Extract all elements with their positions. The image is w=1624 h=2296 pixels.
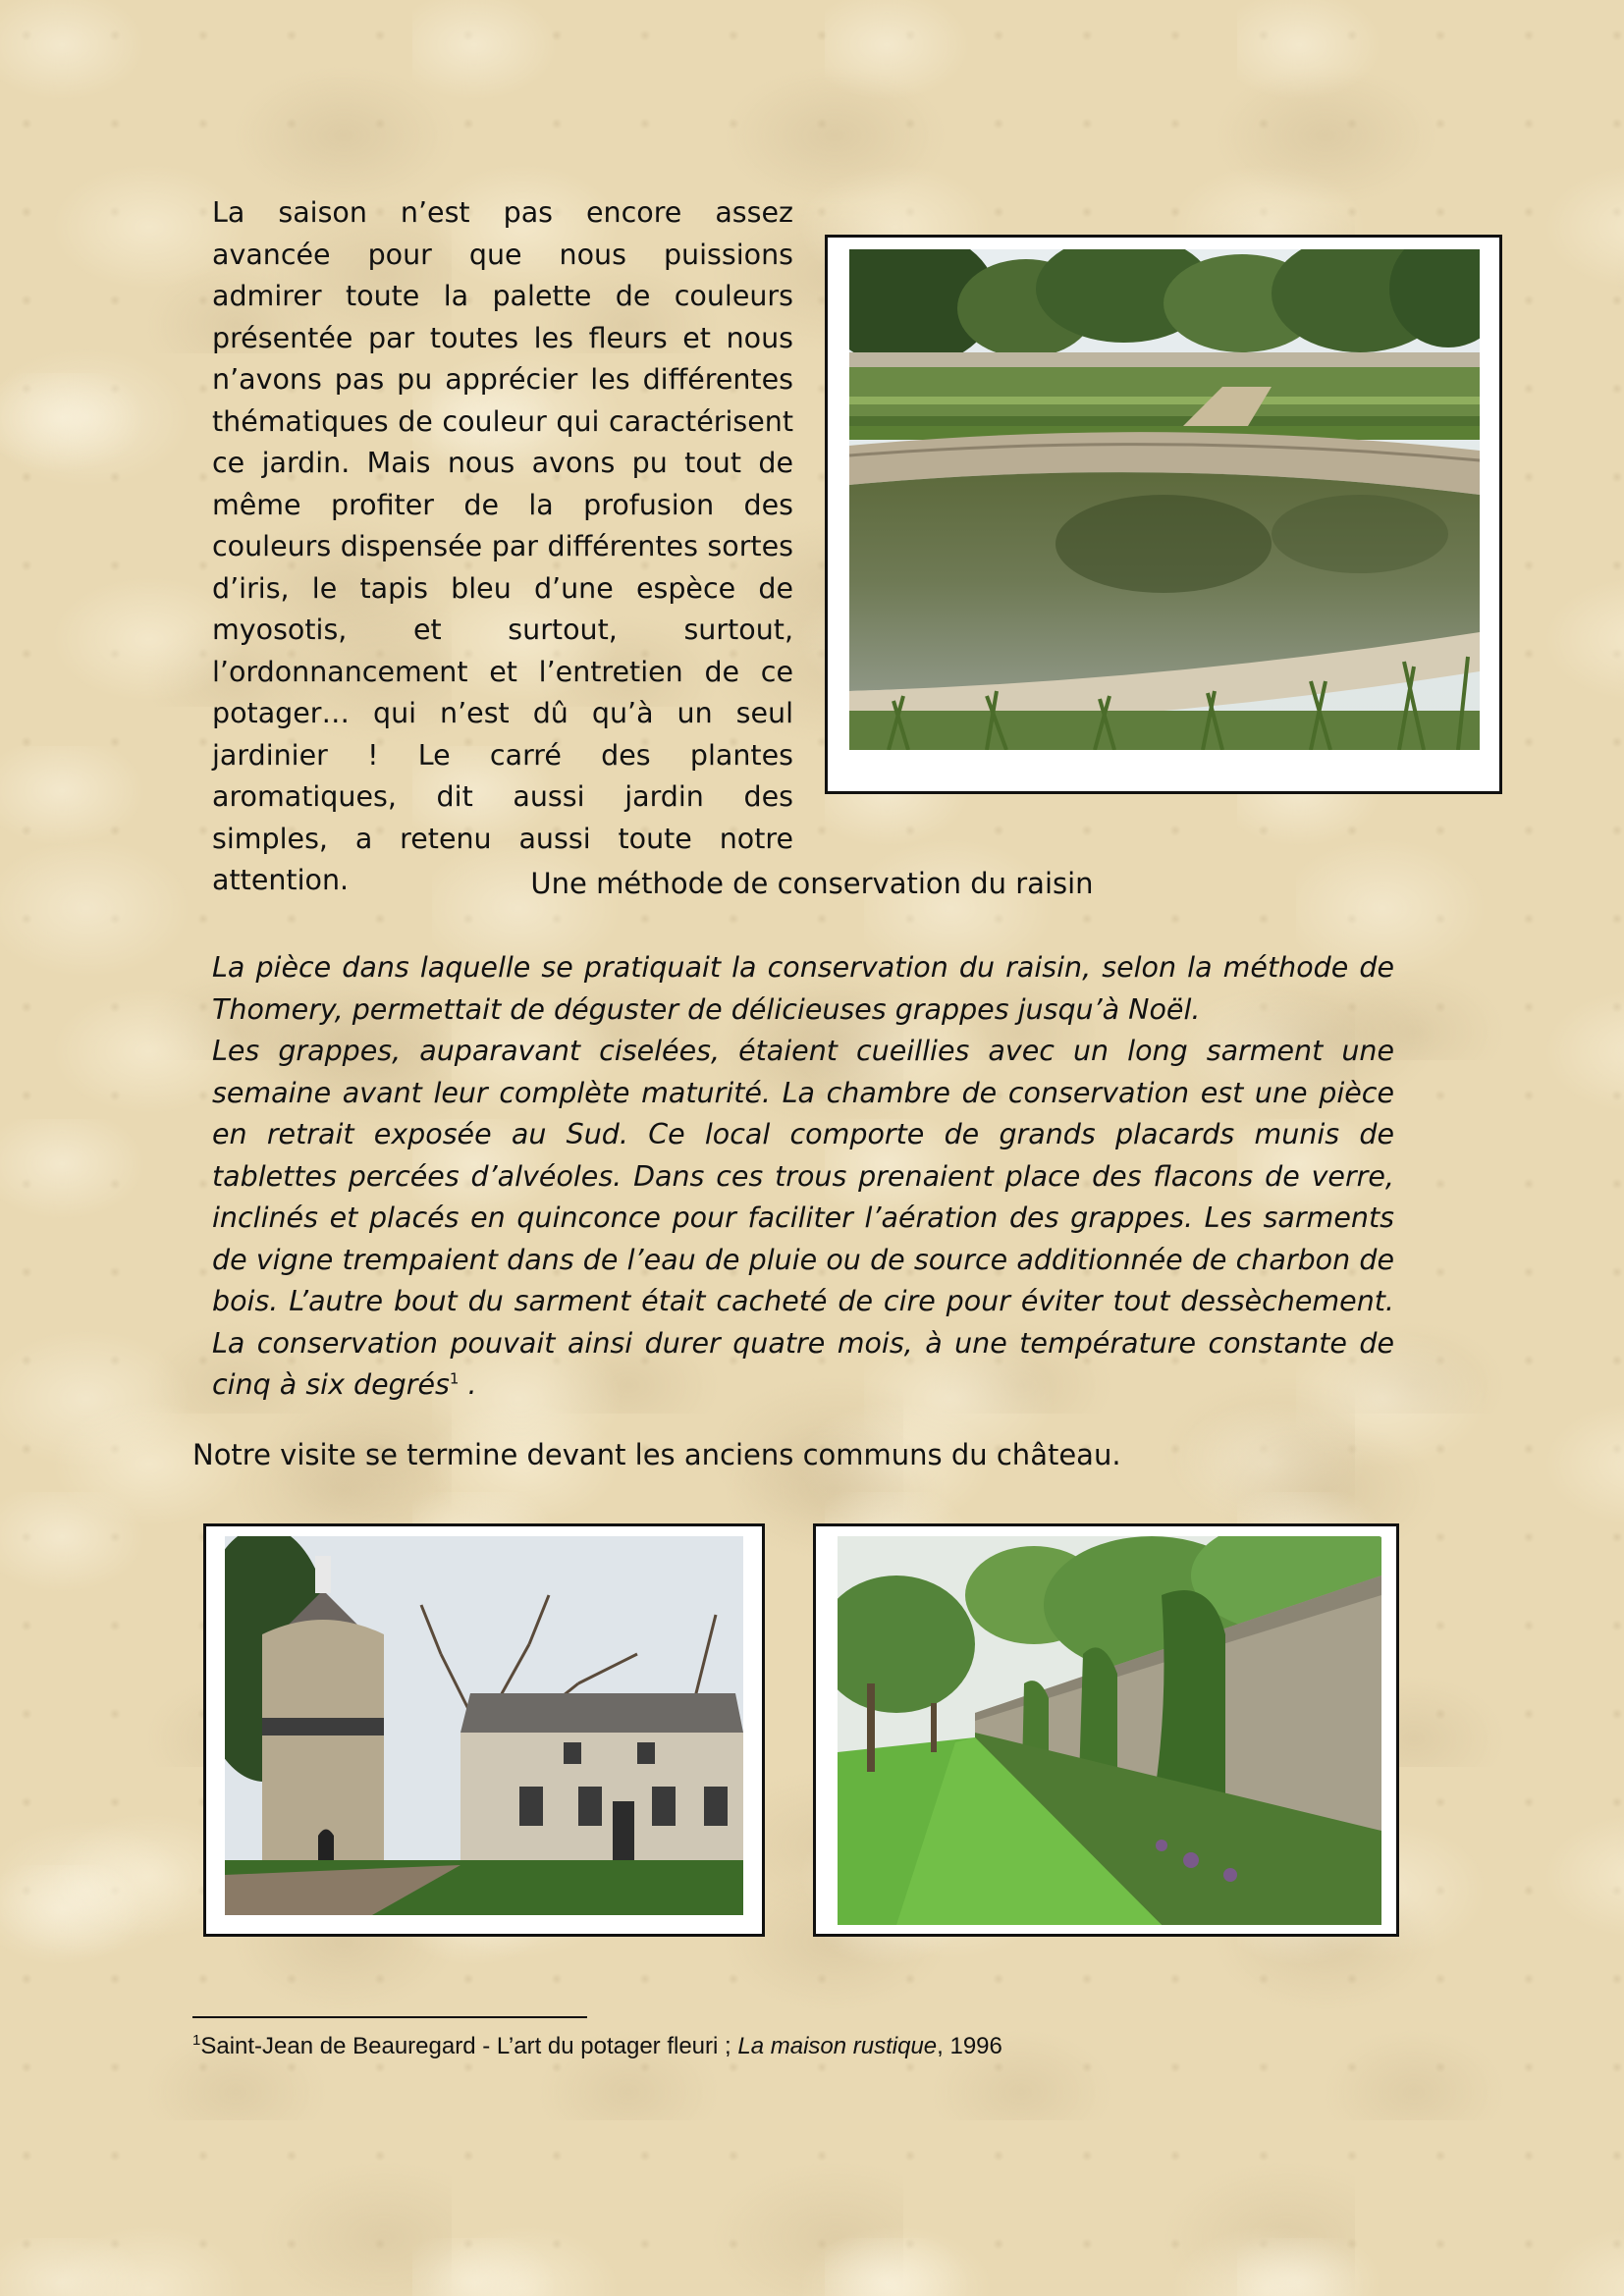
footnote-reference[interactable]: 1	[449, 1369, 460, 1388]
dovecote-photo	[225, 1536, 743, 1915]
footnote-text-after: , 1996	[937, 2033, 1002, 2059]
photo-frame-dovecote	[203, 1523, 765, 1937]
quote-paragraph-1: La pièce dans laquelle se pratiquait la conservation du raisin, selon la méthode de Thomery, permettait de déguster de délicieuses grappes jusqu’à Noël.	[212, 951, 1394, 1026]
garden-pond-photo	[849, 249, 1480, 750]
closing-sentence: Notre visite se termine devant les anciens communs du château.	[192, 1438, 1121, 1471]
footnote-book-title: La maison rustique	[737, 2033, 938, 2059]
quote-end-punctuation: .	[459, 1368, 477, 1401]
footnote	[192, 2030, 1002, 2063]
quote-paragraph-2	[212, 1031, 1394, 1407]
section-heading: Une méthode de conservation du raisin	[530, 867, 1094, 900]
footnote-separator	[192, 2016, 587, 2018]
intro-paragraph: La saison n’est pas encore assez avancée pour que nous puissions admirer toute la palette de couleurs présentée par toutes les fleurs et nous n’avons pas pu apprécier les différentes thématiques de couleur qui caractérisent ce jardin. Mais nous avons pu tout de même profiter de la profusion des couleurs dispensée par différentes sortes d’iris, le tapis bleu d’une espèce de myosotis, et surtout, surtout, l’ordonnancement et l’entretien de ce potager… qui n’est dû qu’à un seul jardinier ! Le carré des plantes aromatiques, dit aussi jardin des simples, a retenu aussi toute notre attention.	[212, 196, 793, 896]
photo-frame-pond	[825, 235, 1502, 794]
wall-path-photo	[838, 1536, 1381, 1925]
footnote-text-before: Saint-Jean de Beauregard - L’art du potager fleuri ;	[200, 2033, 738, 2059]
grape-conservation-text	[212, 947, 1394, 1407]
footnote-number: 1	[192, 2032, 201, 2049]
quote-paragraph-2-text: Les grappes, auparavant ciselées, étaient cueillies avec un long sarment une semaine avant leur complète maturité. La chambre de conservation est une pièce en retrait exposée au Sud. Ce local comporte de grands placards munis de tablettes percées d’alvéoles. Dans ces trous prenaient place des flacons de verre, inclinés et placés en quinconce pour faciliter l’aération des grappes. Les sarments de vigne trempaient dans de l’eau de pluie ou de source additionnée de charbon de bois. L’autre bout du sarment était cacheté de cire pour éviter tout dessèchement. La conservation pouvait ainsi durer quatre mois, à une température constante de cinq à six degrés	[212, 1035, 1394, 1401]
photo-frame-wall-path	[813, 1523, 1399, 1937]
